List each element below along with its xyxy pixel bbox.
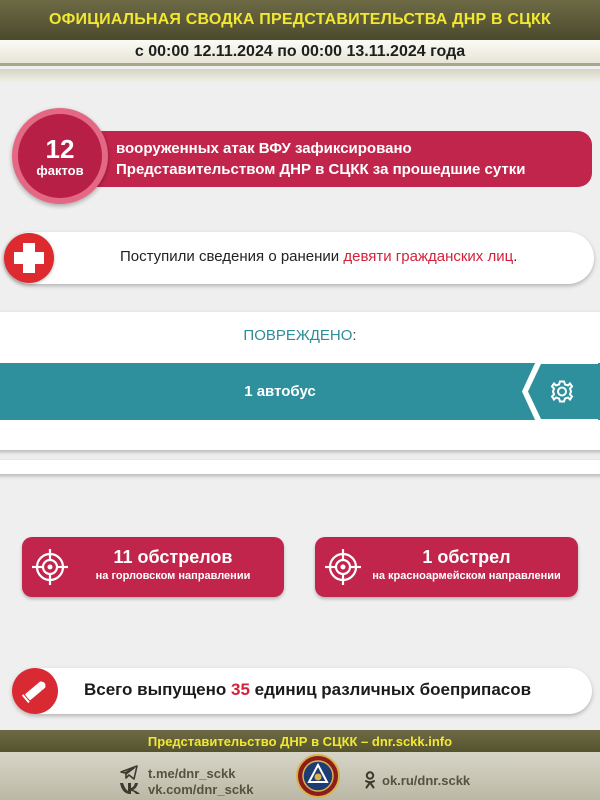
- medical-cross-icon: [4, 233, 54, 283]
- injured-text: Поступили сведения о ранении: [120, 248, 344, 265]
- damaged-colon: :: [352, 327, 357, 344]
- attacks-count-badge: [12, 108, 108, 204]
- bullet-icon: [12, 668, 58, 714]
- vk-link[interactable]: vk.com/dnr_sckk: [148, 782, 254, 797]
- total-prefix: Всего выпущено: [84, 680, 232, 699]
- header-divider: [0, 69, 600, 83]
- total-ammo-statement: [84, 680, 531, 700]
- attacks-banner: [58, 131, 592, 187]
- emblem-icon: [296, 754, 340, 798]
- divider-card: [0, 460, 600, 474]
- damaged-heading: [0, 327, 600, 344]
- footer-site-line[interactable]: Представительство ДНР в СЦКК – dnr.sckk.info: [147, 733, 453, 749]
- injured-highlight: девяти гражданских лиц: [343, 248, 514, 265]
- attacks-line-1: вооруженных атак ВФУ зафиксировано: [116, 140, 412, 157]
- header-bar: [0, 0, 600, 40]
- shelling-card-krasnoarmeysk: [315, 537, 578, 597]
- damaged-title: ПОВРЕЖДЕНО: [243, 327, 353, 344]
- total-suffix: единиц различных боеприпасов: [249, 680, 532, 699]
- date-range: с 00:00 12.11.2024 по 00:00 13.11.2024 года: [134, 42, 466, 60]
- shelling-card-gorlovka: [22, 537, 284, 597]
- total-number: 35: [231, 680, 250, 699]
- injured-statement: [120, 248, 517, 265]
- attacks-line-2: Представительством ДНР в СЦКК за прошедшие сутки: [116, 161, 526, 178]
- odnoklassniki-icon[interactable]: [364, 771, 376, 789]
- damaged-item: 1 автобус: [244, 383, 316, 400]
- shelling-count: 1 обстрел: [422, 547, 511, 567]
- date-range-bar: [0, 40, 600, 66]
- shelling-direction: на горловском направлении: [95, 570, 251, 582]
- page-title: ОФИЦИАЛЬНАЯ СВОДКА ПРЕДСТАВИТЕЛЬСТВА ДНР В СЦКК: [49, 11, 551, 28]
- injured-suffix: .: [513, 248, 518, 265]
- telegram-link[interactable]: t.me/dnr_sckk: [148, 766, 236, 781]
- odnoklassniki-link[interactable]: ok.ru/dnr.sckk: [382, 773, 471, 788]
- attacks-count: 12: [45, 133, 75, 164]
- shelling-direction: на красноармейском направлении: [372, 570, 561, 582]
- gear-icon: [522, 361, 598, 422]
- attacks-count-label: фактов: [36, 162, 84, 178]
- shelling-count: 11 обстрелов: [113, 547, 233, 567]
- footer-site-bar: [0, 730, 600, 752]
- vk-icon[interactable]: [119, 782, 141, 795]
- telegram-icon[interactable]: [120, 765, 138, 780]
